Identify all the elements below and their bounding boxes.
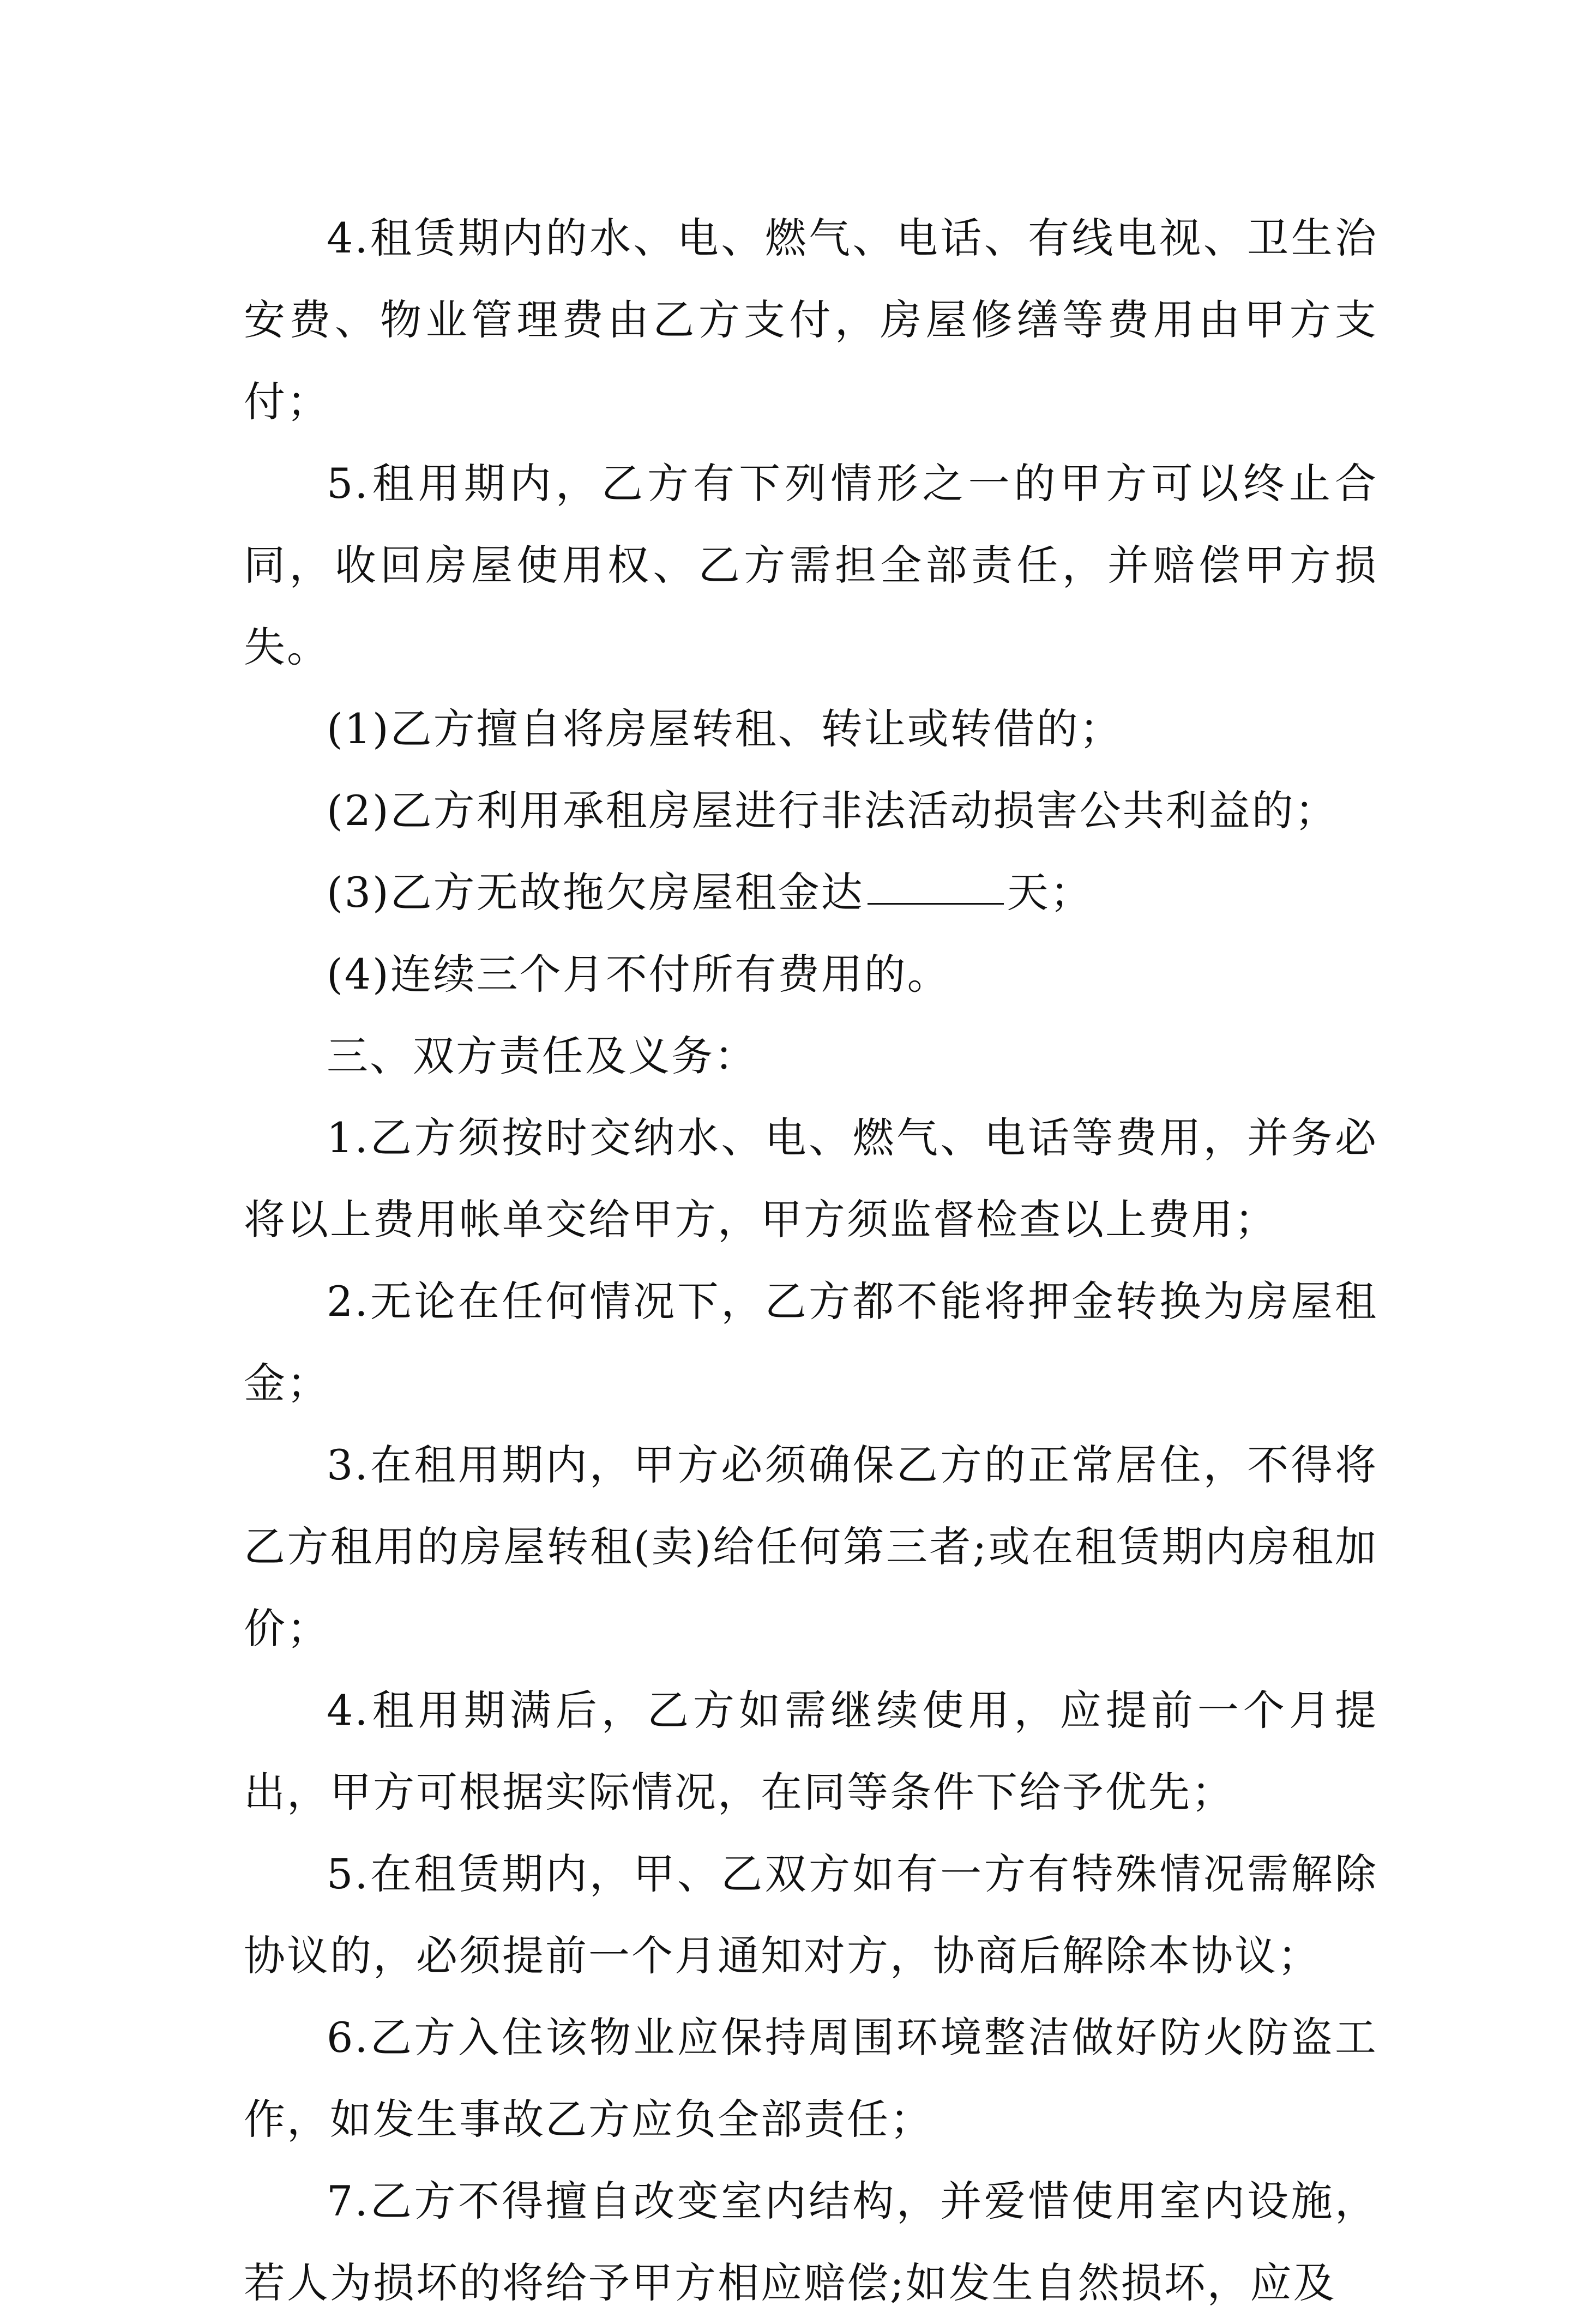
- termination-item-3-text: (3)乙方无故拖欠房屋租金达: [327, 868, 864, 917]
- document-body: [244, 197, 1378, 2324]
- duty-2-deposit: 2.无论在任何情况下，乙方都不能将押金转换为房屋租金；: [244, 1277, 1378, 1407]
- duty-3-residence: 3.在租用期内，甲方必须确保乙方的正常居住，不得将乙方租用的房屋转租(卖)给任何第三者;或在租赁期内房租加价；: [244, 1441, 1378, 1653]
- termination-item-3: [244, 852, 1378, 934]
- duty-7-structure: 7.乙方不得擅自改变室内结构，并爱惜使用室内设施，若人为损坏的将给予甲方相应赔偿;如发生自然损坏，应及: [244, 2177, 1378, 2307]
- duty-5-termination-notice: 5.在租赁期内，甲、乙双方如有一方有特殊情况需解除协议的，必须提前一个月通知对方，协商后解除本协议；: [244, 1850, 1378, 1980]
- termination-item-2: (2)乙方利用承租房屋进行非法活动损害公共利益的；: [327, 786, 1338, 835]
- duty-1-fees: 1.乙方须按时交纳水、电、燃气、电话等费用，并务必将以上费用帐单交给甲方，甲方须监督检查以上费用；: [244, 1113, 1378, 1244]
- fill-in-blank-days: [868, 902, 1004, 905]
- termination-item-1: (1)乙方擅自将房屋转租、转让或转借的；: [327, 705, 1123, 753]
- clause-4-utilities: 4.租赁期内的水、电、燃气、电话、有线电视、卫生治安费、物业管理费由乙方支付，房屋修缮等费用由甲方支付；: [244, 214, 1378, 426]
- duty-4-renewal: 4.租用期满后，乙方如需继续使用，应提前一个月提出，甲方可根据实际情况，在同等条件下给予优先；: [244, 1686, 1378, 1816]
- termination-item-3-suffix: 天；: [1007, 868, 1093, 917]
- termination-item-4: (4)连续三个月不付所有费用的。: [327, 950, 950, 998]
- duty-6-safety: 6.乙方入住该物业应保持周围环境整洁做好防火防盗工作，如发生事故乙方应负全部责任；: [244, 2013, 1378, 2144]
- section-heading-responsibilities: 三、双方责任及义务：: [327, 1032, 757, 1080]
- clause-5-termination: 5.租用期内，乙方有下列情形之一的甲方可以终止合同，收回房屋使用权、乙方需担全部责任，并赔偿甲方损失。: [244, 459, 1378, 671]
